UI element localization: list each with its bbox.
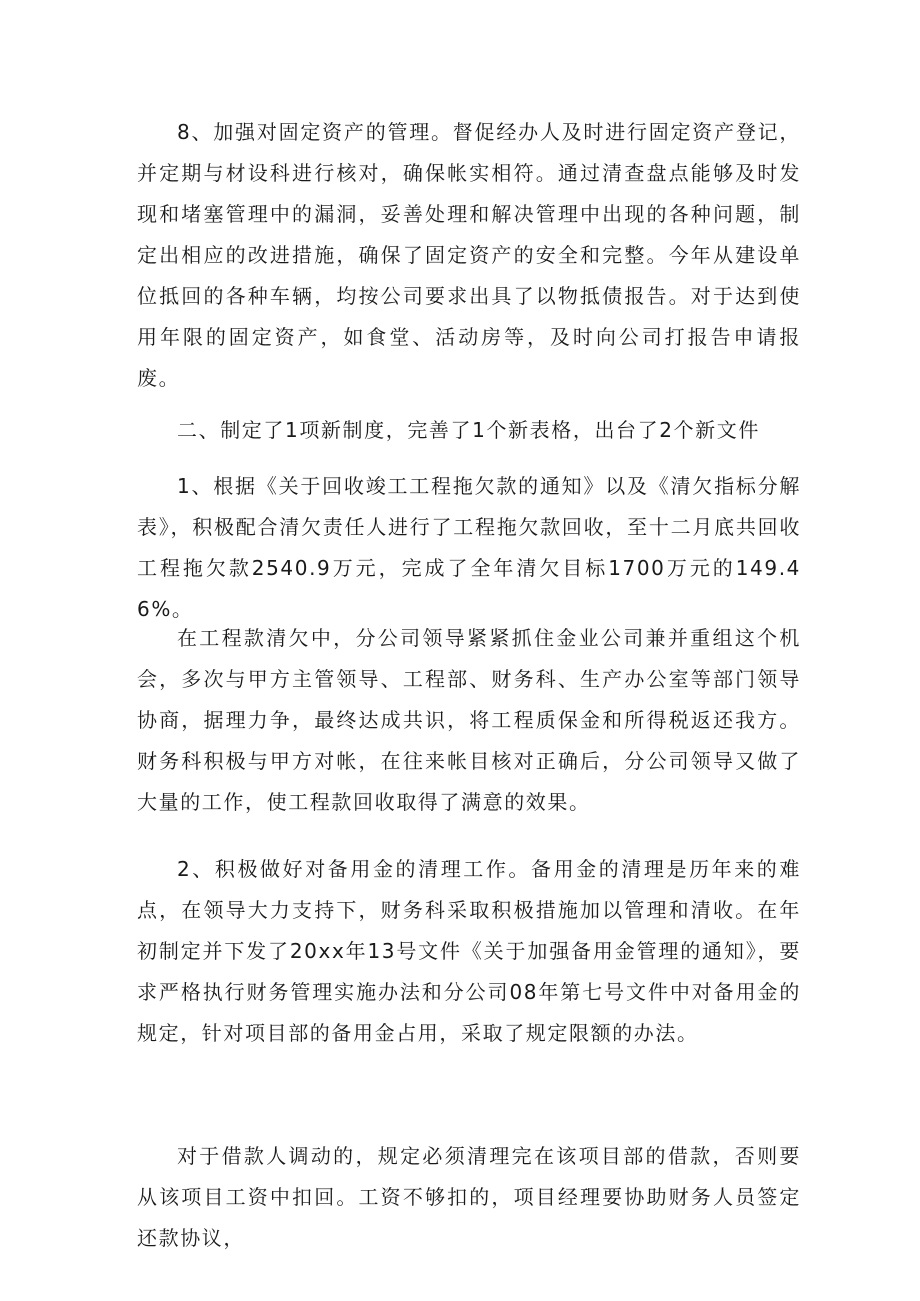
paragraph-engineering-arrears: 在工程款清欠中，分公司领导紧紧抓住金业公司兼并重组这个机会，多次与甲方主管领导、工程部、财务科、生产办公室等部门领导协商，据理力争，最终达成共识，将工程质保金和所得税返还我方。财务科积极与甲方对帐，在往来帐目核对正确后，分公司领导又做了大量的工作，使工程款回收取得了满意的效果。: [137, 626, 801, 814]
paragraph-fixed-assets-management: 8、加强对固定资产的管理。督促经办人及时进行固定资产登记，并定期与材设科进行核对，确保帐实相符。通过清查盘点能够及时发现和堵塞管理中的漏洞，妥善处理和解决管理中出现的各种问题，制定出相应的改进措施，确保了固定资产的安全和完整。今年从建设单位抵回的各种车辆，均按公司要求出具了以物抵债报告。对于达到使用年限的固定资产，如食堂、活动房等，及时向公司打报告申请报废。: [137, 120, 801, 390]
paragraph-borrower-transfer: 对于借款人调动的，规定必须清理完在该项目部的借款，否则要从该项目工资中扣回。工资不够扣的，项目经理要协助财务人员签定还款协议，: [137, 1144, 801, 1250]
paragraph-petty-cash-cleanup: 2、积极做好对备用金的清理工作。备用金的清理是历年来的难点，在领导大力支持下，财务科采取积极措施加以管理和清收。在年初制定并下发了20xx年13号文件《关于加强备用金管理的通知》，要求严格执行财务管理实施办法和分公司08年第七号文件中对备用金的规定，针对项目部的备用金占用，采取了规定限额的办法。: [137, 857, 801, 1045]
section-heading-new-systems: 二、制定了1项新制度，完善了1个新表格，出台了2个新文件: [177, 418, 760, 442]
paragraph-arrears-recovery: 1、根据《关于回收竣工工程拖欠款的通知》以及《清欠指标分解表》，积极配合清欠责任人进行了工程拖欠款回收，至十二月底共回收工程拖欠款2540.9万元，完成了全年清欠目标1700万元的149.46%。: [137, 474, 801, 621]
